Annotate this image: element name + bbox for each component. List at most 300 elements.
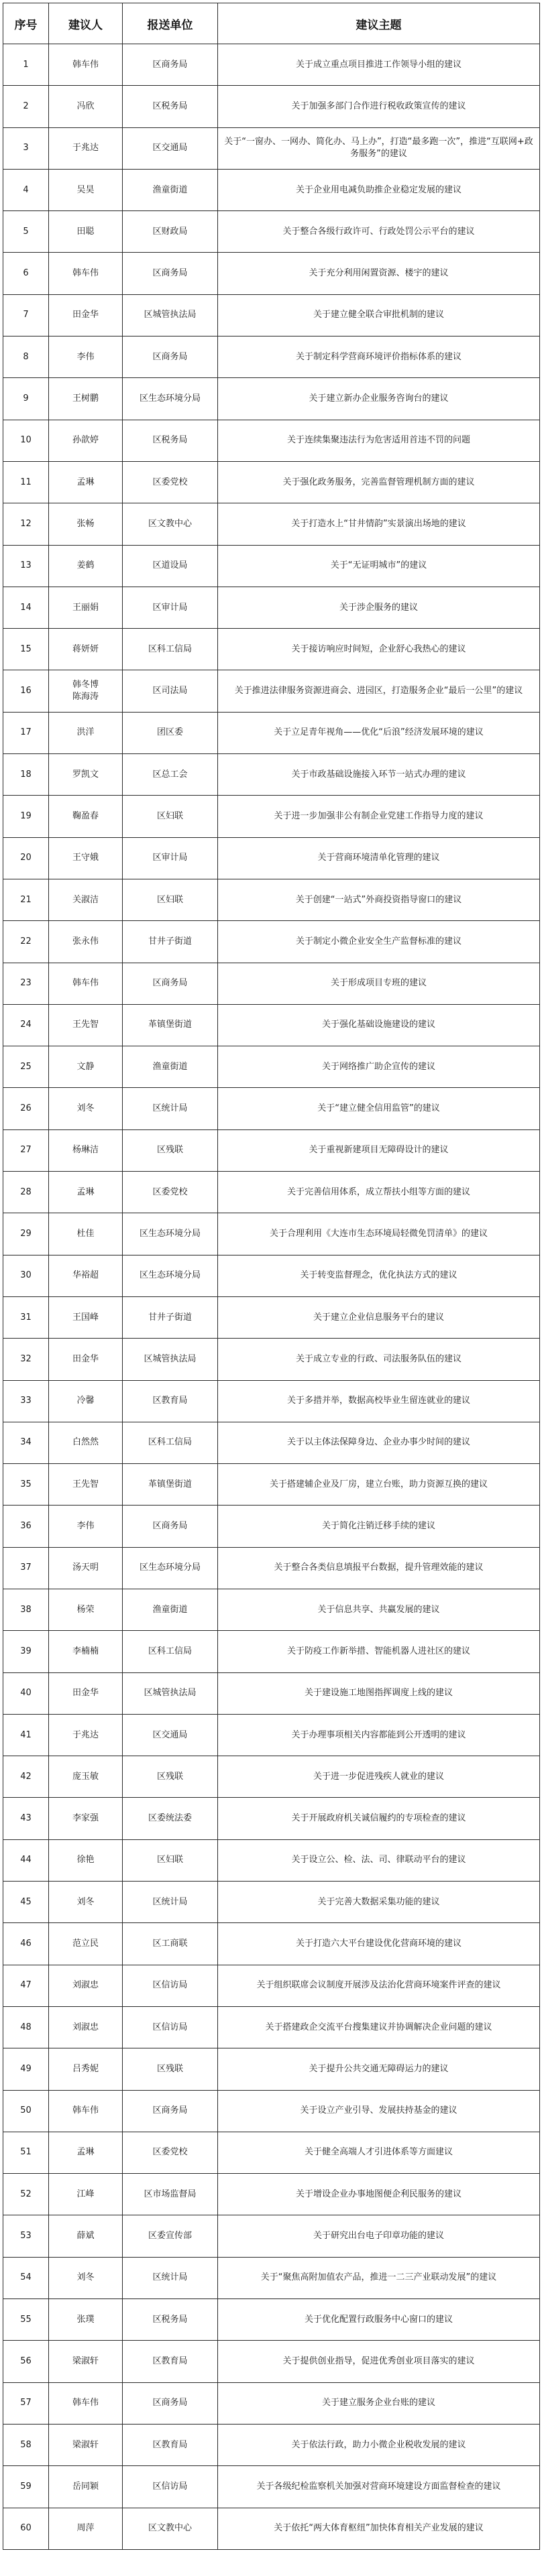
row-proposer: 鞠盈春 xyxy=(49,796,123,837)
row-index: 22 xyxy=(3,921,49,963)
row-topic: 关于创建“一站式”外商投资指导窗口的建议 xyxy=(218,879,540,920)
row-unit: 区科工信局 xyxy=(123,1422,218,1463)
row-proposer: 刘冬 xyxy=(49,2257,123,2298)
table-row xyxy=(3,2006,540,2048)
row-index: 29 xyxy=(3,1213,49,1255)
row-proposer: 梁淑轩 xyxy=(49,2341,123,2382)
row-index: 32 xyxy=(3,1339,49,1380)
table-row xyxy=(3,2382,540,2424)
row-proposer: 王国峰 xyxy=(49,1296,123,1338)
table-row xyxy=(3,2341,540,2382)
row-topic: 关于整合各级行政许可、行政处罚公示平台的建议 xyxy=(218,211,540,253)
row-proposer: 吴昊 xyxy=(49,169,123,210)
row-proposer: 孟琳 xyxy=(49,1172,123,1213)
table-row xyxy=(3,378,540,420)
table-row xyxy=(3,294,540,336)
table-row xyxy=(3,1965,540,2006)
table-row xyxy=(3,44,540,86)
row-topic: 关于转变监督理念，优化执法方式的建议 xyxy=(218,1255,540,1296)
row-unit: 区残联 xyxy=(123,1756,218,1798)
row-unit: 区妇联 xyxy=(123,879,218,920)
table-row xyxy=(3,2090,540,2132)
row-unit: 区城管执法局 xyxy=(123,1339,218,1380)
row-unit: 区商务局 xyxy=(123,253,218,294)
row-topic: 关于“一窗办、一网办、简化办、马上办”，打造“最多跑一次”，推进“互联网+政务服务”的建议 xyxy=(218,127,540,169)
row-unit: 团区委 xyxy=(123,712,218,753)
row-unit: 区商务局 xyxy=(123,2090,218,2132)
table-row xyxy=(3,1464,540,1506)
row-index: 49 xyxy=(3,2048,49,2090)
row-index: 43 xyxy=(3,1798,49,1839)
row-index: 19 xyxy=(3,796,49,837)
row-topic: 关于整合各类信息填报平台数据，提升管理效能的建议 xyxy=(218,1547,540,1589)
row-index: 45 xyxy=(3,1882,49,1923)
table-row xyxy=(3,1714,540,1756)
row-proposer: 江峰 xyxy=(49,2174,123,2215)
row-topic: 关于建立企业信息服务平台的建议 xyxy=(218,1296,540,1338)
table-row xyxy=(3,1088,540,1129)
header-topic: 建议主题 xyxy=(218,3,540,44)
table-row xyxy=(3,1255,540,1296)
row-index: 5 xyxy=(3,211,49,253)
row-index: 33 xyxy=(3,1380,49,1422)
table-row xyxy=(3,211,540,253)
row-unit: 区教育局 xyxy=(123,2341,218,2382)
row-topic: 关于多措并举，数据高校毕业生留连就业的建议 xyxy=(218,1380,540,1422)
row-topic: 关于“建立健全信用监管”的建议 xyxy=(218,1088,540,1129)
row-unit: 区商务局 xyxy=(123,1506,218,1547)
table-row xyxy=(3,2466,540,2508)
row-topic: 关于提升公共交通无障碍运力的建议 xyxy=(218,2048,540,2090)
row-proposer: 关淑洁 xyxy=(49,879,123,920)
row-topic: 关于涉企服务的建议 xyxy=(218,587,540,628)
row-topic: 关于完善大数据采集功能的建议 xyxy=(218,1882,540,1923)
row-unit: 区信访局 xyxy=(123,1965,218,2006)
table-row xyxy=(3,1589,540,1630)
row-topic: 关于优化配置行政服务中心窗口的建议 xyxy=(218,2299,540,2341)
row-unit: 区税务局 xyxy=(123,2299,218,2341)
row-index: 17 xyxy=(3,712,49,753)
row-proposer: 田金华 xyxy=(49,294,123,336)
row-topic: 关于建立新办企业服务咨询台的建议 xyxy=(218,378,540,420)
row-proposer: 田金华 xyxy=(49,1672,123,1714)
row-index: 4 xyxy=(3,169,49,210)
row-topic: 关于“聚焦高附加值农产品，推进一二三产业联动发展”的建议 xyxy=(218,2257,540,2298)
table-row xyxy=(3,336,540,378)
table-row xyxy=(3,2299,540,2341)
row-proposer: 田聪 xyxy=(49,211,123,253)
row-index: 23 xyxy=(3,963,49,1004)
row-proposer: 王先智 xyxy=(49,1464,123,1506)
header-proposer: 建议人 xyxy=(49,3,123,44)
row-index: 13 xyxy=(3,545,49,587)
row-unit: 区工商联 xyxy=(123,1923,218,1965)
row-unit: 区委统法委 xyxy=(123,1798,218,1839)
row-proposer: 白然然 xyxy=(49,1422,123,1463)
row-index: 21 xyxy=(3,879,49,920)
table-row xyxy=(3,1756,540,1798)
row-index: 15 xyxy=(3,629,49,670)
row-topic: 关于办理事项相关内容都能到公开透明的建议 xyxy=(218,1714,540,1756)
row-unit: 区审计局 xyxy=(123,837,218,879)
table-row xyxy=(3,754,540,796)
table-row xyxy=(3,461,540,503)
row-topic: 关于依法行政，助力小微企业税收发展的建议 xyxy=(218,2424,540,2465)
table-row xyxy=(3,670,540,712)
row-topic: 关于研究出台电子印章功能的建议 xyxy=(218,2215,540,2257)
row-index: 26 xyxy=(3,1088,49,1129)
row-index: 37 xyxy=(3,1547,49,1589)
row-index: 14 xyxy=(3,587,49,628)
row-index: 12 xyxy=(3,503,49,545)
row-index: 11 xyxy=(3,461,49,503)
row-unit: 区商务局 xyxy=(123,2382,218,2424)
row-index: 51 xyxy=(3,2132,49,2173)
row-unit: 区城管执法局 xyxy=(123,1672,218,1714)
row-topic: 关于成立专业的行政、司法服务队伍的建议 xyxy=(218,1339,540,1380)
row-index: 50 xyxy=(3,2090,49,2132)
row-topic: 关于制定小微企业安全生产监督标准的建议 xyxy=(218,921,540,963)
row-proposer: 薛斌 xyxy=(49,2215,123,2257)
row-index: 7 xyxy=(3,294,49,336)
row-proposer: 冷馨 xyxy=(49,1380,123,1422)
row-proposer: 杨琳洁 xyxy=(49,1129,123,1171)
row-proposer: 杜佳 xyxy=(49,1213,123,1255)
row-topic: 关于提供创业指导，促进优秀创业项目落实的建议 xyxy=(218,2341,540,2382)
row-unit: 区妇联 xyxy=(123,1839,218,1881)
row-proposer: 李伟 xyxy=(49,336,123,378)
row-topic: 关于“无证明城市”的建议 xyxy=(218,545,540,587)
row-topic: 关于健全高端人才引进体系等方面建议 xyxy=(218,2132,540,2173)
row-unit: 区妇联 xyxy=(123,796,218,837)
row-unit: 区委党校 xyxy=(123,2132,218,2173)
row-index: 20 xyxy=(3,837,49,879)
row-proposer: 李伟 xyxy=(49,1506,123,1547)
row-index: 52 xyxy=(3,2174,49,2215)
row-unit: 区交通局 xyxy=(123,127,218,169)
row-unit: 革镇堡街道 xyxy=(123,1464,218,1506)
row-unit: 区税务局 xyxy=(123,420,218,461)
row-proposer: 张永伟 xyxy=(49,921,123,963)
row-proposer: 李家强 xyxy=(49,1798,123,1839)
row-unit: 区委党校 xyxy=(123,1172,218,1213)
table-row xyxy=(3,796,540,837)
row-index: 38 xyxy=(3,1589,49,1630)
row-index: 46 xyxy=(3,1923,49,1965)
row-proposer: 韩车伟 xyxy=(49,253,123,294)
row-index: 16 xyxy=(3,670,49,712)
table-row xyxy=(3,503,540,545)
row-unit: 区道设局 xyxy=(123,545,218,587)
row-topic: 关于合理利用《大连市生态环境局轻微免罚清单》的建议 xyxy=(218,1213,540,1255)
row-index: 10 xyxy=(3,420,49,461)
row-proposer: 韩车伟 xyxy=(49,2090,123,2132)
row-unit: 渔童街道 xyxy=(123,1046,218,1088)
row-unit: 区城管执法局 xyxy=(123,294,218,336)
table-row xyxy=(3,253,540,294)
row-topic: 关于搭建辅企业及厂房，建立台账，助力资源互换的建议 xyxy=(218,1464,540,1506)
table-row xyxy=(3,1004,540,1046)
row-topic: 关于网络推广助企宣传的建议 xyxy=(218,1046,540,1088)
table-row xyxy=(3,1046,540,1088)
row-topic: 关于接访响应时间短，企业舒心我热心的建议 xyxy=(218,629,540,670)
row-index: 56 xyxy=(3,2341,49,2382)
row-topic: 关于进一步促进残疾人就业的建议 xyxy=(218,1756,540,1798)
row-proposer: 汤天明 xyxy=(49,1547,123,1589)
row-unit: 区委党校 xyxy=(123,461,218,503)
row-unit: 区市场监督局 xyxy=(123,2174,218,2215)
row-unit: 区信访局 xyxy=(123,2466,218,2508)
table-row xyxy=(3,545,540,587)
table-row xyxy=(3,629,540,670)
row-proposer: 孟琳 xyxy=(49,2132,123,2173)
table-row xyxy=(3,2508,540,2549)
row-topic: 关于连续集聚违法行为危害适用首违不罚的问题 xyxy=(218,420,540,461)
row-unit: 区税务局 xyxy=(123,86,218,127)
table-row xyxy=(3,2132,540,2173)
row-unit: 区统计局 xyxy=(123,1882,218,1923)
row-proposer: 田金华 xyxy=(49,1339,123,1380)
suggestion-table xyxy=(3,3,540,2550)
row-unit: 区残联 xyxy=(123,2048,218,2090)
table-row xyxy=(3,1422,540,1463)
row-proposer: 韩车伟 xyxy=(49,44,123,86)
row-topic: 关于依托“两大体育枢纽”加快体育相关产业发展的建议 xyxy=(218,2508,540,2549)
table-row xyxy=(3,420,540,461)
row-proposer: 罗凯文 xyxy=(49,754,123,796)
row-index: 58 xyxy=(3,2424,49,2465)
row-unit: 区文教中心 xyxy=(123,2508,218,2549)
row-index: 31 xyxy=(3,1296,49,1338)
table-row xyxy=(3,1547,540,1589)
row-index: 42 xyxy=(3,1756,49,1798)
row-index: 41 xyxy=(3,1714,49,1756)
row-topic: 关于推进法律服务资源进商会、进园区，打造服务企业“最后一公里”的建议 xyxy=(218,670,540,712)
table-row xyxy=(3,963,540,1004)
table-row xyxy=(3,2174,540,2215)
row-proposer: 李楠楠 xyxy=(49,1631,123,1672)
row-proposer: 于兆达 xyxy=(49,1714,123,1756)
row-proposer: 王先智 xyxy=(49,1004,123,1046)
row-topic: 关于企业用电减负助推企业稳定发展的建议 xyxy=(218,169,540,210)
row-proposer: 王守娥 xyxy=(49,837,123,879)
row-unit: 渔童街道 xyxy=(123,1589,218,1630)
row-index: 28 xyxy=(3,1172,49,1213)
row-proposer: 姜鹤 xyxy=(49,545,123,587)
table-row xyxy=(3,2215,540,2257)
row-proposer: 庞玉敏 xyxy=(49,1756,123,1798)
row-topic: 关于加强多部门合作进行税收政策宣传的建议 xyxy=(218,86,540,127)
row-index: 39 xyxy=(3,1631,49,1672)
row-proposer: 刘冬 xyxy=(49,1882,123,1923)
header-unit: 报送单位 xyxy=(123,3,218,44)
row-unit: 甘井子街道 xyxy=(123,1296,218,1338)
row-proposer: 文静 xyxy=(49,1046,123,1088)
row-index: 59 xyxy=(3,2466,49,2508)
row-proposer: 刘冬 xyxy=(49,1088,123,1129)
row-proposer: 洪洋 xyxy=(49,712,123,753)
row-index: 18 xyxy=(3,754,49,796)
row-unit: 区司法局 xyxy=(123,670,218,712)
row-topic: 关于成立重点项目推进工作领导小组的建议 xyxy=(218,44,540,86)
row-unit: 区生态环境分局 xyxy=(123,1213,218,1255)
row-proposer: 王树鹏 xyxy=(49,378,123,420)
row-index: 55 xyxy=(3,2299,49,2341)
table-row xyxy=(3,921,540,963)
row-topic: 关于组织联席会议制度开展涉及法治化营商环境案件评查的建议 xyxy=(218,1965,540,2006)
table-row xyxy=(3,712,540,753)
row-topic: 关于形成项目专班的建议 xyxy=(218,963,540,1004)
row-proposer: 刘淑忠 xyxy=(49,2006,123,2048)
table-row xyxy=(3,879,540,920)
row-index: 48 xyxy=(3,2006,49,2048)
row-proposer: 蒋妍妍 xyxy=(49,629,123,670)
row-proposer: 杨荣 xyxy=(49,1589,123,1630)
row-topic: 关于建设施工地图指挥调度上线的建议 xyxy=(218,1672,540,1714)
row-unit: 渔童街道 xyxy=(123,169,218,210)
document-page xyxy=(0,3,542,2576)
row-topic: 关于搭建政企交流平台搜集建议并协调解决企业问题的建议 xyxy=(218,2006,540,2048)
row-topic: 关于市政基础设施接入环节一站式办理的建议 xyxy=(218,754,540,796)
row-index: 34 xyxy=(3,1422,49,1463)
row-unit: 区生态环境分局 xyxy=(123,1255,218,1296)
row-proposer: 岳同颖 xyxy=(49,2466,123,2508)
row-unit: 区委宣传部 xyxy=(123,2215,218,2257)
row-topic: 关于进一步加强非公有制企业党建工作指导力度的建议 xyxy=(218,796,540,837)
row-index: 57 xyxy=(3,2382,49,2424)
row-proposer: 韩冬博 陈海涛 xyxy=(49,670,123,712)
row-unit: 区科工信局 xyxy=(123,629,218,670)
row-topic: 关于设立公、检、法、司、律联动平台的建议 xyxy=(218,1839,540,1881)
row-proposer: 范立民 xyxy=(49,1923,123,1965)
table-header-row xyxy=(3,3,540,44)
row-proposer: 张璞 xyxy=(49,2299,123,2341)
row-index: 25 xyxy=(3,1046,49,1088)
table-row xyxy=(3,1839,540,1881)
table-row xyxy=(3,1923,540,1965)
row-proposer: 张畅 xyxy=(49,503,123,545)
row-index: 8 xyxy=(3,336,49,378)
row-topic: 关于制定科学营商环境评价指标体系的建议 xyxy=(218,336,540,378)
row-proposer: 梁淑轩 xyxy=(49,2424,123,2465)
table-row xyxy=(3,2257,540,2298)
row-index: 35 xyxy=(3,1464,49,1506)
table-row xyxy=(3,1380,540,1422)
row-topic: 关于营商环境清单化管理的建议 xyxy=(218,837,540,879)
row-unit: 区商务局 xyxy=(123,963,218,1004)
row-proposer: 华裕超 xyxy=(49,1255,123,1296)
table-row xyxy=(3,1631,540,1672)
table-row xyxy=(3,587,540,628)
row-index: 2 xyxy=(3,86,49,127)
row-topic: 关于防疫工作新举措、智能机器人进社区的建议 xyxy=(218,1631,540,1672)
row-topic: 关于各级纪检监察机关加强对营商环境建设方面监督检查的建议 xyxy=(218,2466,540,2508)
row-index: 54 xyxy=(3,2257,49,2298)
row-index: 3 xyxy=(3,127,49,169)
row-topic: 关于简化注销迁移手续的建议 xyxy=(218,1506,540,1547)
row-topic: 关于开展政府机关诚信履约的专项检查的建议 xyxy=(218,1798,540,1839)
row-unit: 区教育局 xyxy=(123,1380,218,1422)
table-row xyxy=(3,1798,540,1839)
row-proposer: 于兆达 xyxy=(49,127,123,169)
row-proposer: 冯欣 xyxy=(49,86,123,127)
row-unit: 区商务局 xyxy=(123,44,218,86)
header-index: 序号 xyxy=(3,3,49,44)
table-row xyxy=(3,1213,540,1255)
row-index: 47 xyxy=(3,1965,49,2006)
row-index: 27 xyxy=(3,1129,49,1171)
row-topic: 关于强化政务服务，完善监督管理机制方面的建议 xyxy=(218,461,540,503)
row-proposer: 徐艳 xyxy=(49,1839,123,1881)
row-topic: 关于立足青年视角——优化“后浪”经济发展环境的建议 xyxy=(218,712,540,753)
row-index: 30 xyxy=(3,1255,49,1296)
row-index: 9 xyxy=(3,378,49,420)
row-topic: 关于强化基础设施建设的建议 xyxy=(218,1004,540,1046)
row-unit: 区交通局 xyxy=(123,1714,218,1756)
table-row xyxy=(3,86,540,127)
row-topic: 关于建立健全联合审批机制的建议 xyxy=(218,294,540,336)
table-row xyxy=(3,169,540,210)
row-topic: 关于重视新建项目无障碍设计的建议 xyxy=(218,1129,540,1171)
row-unit: 区教育局 xyxy=(123,2424,218,2465)
row-unit: 区财政局 xyxy=(123,211,218,253)
table-row xyxy=(3,1129,540,1171)
table-row xyxy=(3,1882,540,1923)
row-index: 40 xyxy=(3,1672,49,1714)
row-unit: 区文教中心 xyxy=(123,503,218,545)
row-proposer: 吕秀妮 xyxy=(49,2048,123,2090)
table-row xyxy=(3,127,540,169)
row-index: 36 xyxy=(3,1506,49,1547)
row-unit: 区生态环境分局 xyxy=(123,378,218,420)
row-unit: 区残联 xyxy=(123,1129,218,1171)
row-proposer: 刘淑忠 xyxy=(49,1965,123,2006)
row-unit: 区商务局 xyxy=(123,336,218,378)
row-proposer: 周萍 xyxy=(49,2508,123,2549)
table-body xyxy=(3,44,540,2550)
table-row xyxy=(3,1506,540,1547)
row-topic: 关于信息共享、共赢发展的建议 xyxy=(218,1589,540,1630)
row-proposer: 孟琳 xyxy=(49,461,123,503)
table-row xyxy=(3,1172,540,1213)
row-topic: 关于充分利用闲置资源、楼宇的建议 xyxy=(218,253,540,294)
row-topic: 关于打造六大平台建设优化营商环境的建议 xyxy=(218,1923,540,1965)
row-unit: 区生态环境分局 xyxy=(123,1547,218,1589)
row-unit: 区审计局 xyxy=(123,587,218,628)
row-unit: 区科工信局 xyxy=(123,1631,218,1672)
row-index: 53 xyxy=(3,2215,49,2257)
row-index: 24 xyxy=(3,1004,49,1046)
table-row xyxy=(3,1339,540,1380)
row-index: 1 xyxy=(3,44,49,86)
row-proposer: 韩车伟 xyxy=(49,963,123,1004)
row-topic: 关于设立产业引导、发展扶持基金的建议 xyxy=(218,2090,540,2132)
table-row xyxy=(3,2048,540,2090)
row-unit: 革镇堡街道 xyxy=(123,1004,218,1046)
row-unit: 区信访局 xyxy=(123,2006,218,2048)
row-unit: 区统计局 xyxy=(123,1088,218,1129)
row-proposer: 王丽娟 xyxy=(49,587,123,628)
row-index: 6 xyxy=(3,253,49,294)
row-proposer: 孙歆婷 xyxy=(49,420,123,461)
row-unit: 甘井子街道 xyxy=(123,921,218,963)
row-proposer: 韩车伟 xyxy=(49,2382,123,2424)
row-index: 60 xyxy=(3,2508,49,2549)
table-row xyxy=(3,1672,540,1714)
table-row xyxy=(3,2424,540,2465)
row-topic: 关于建立服务企业台账的建议 xyxy=(218,2382,540,2424)
row-unit: 区总工会 xyxy=(123,754,218,796)
